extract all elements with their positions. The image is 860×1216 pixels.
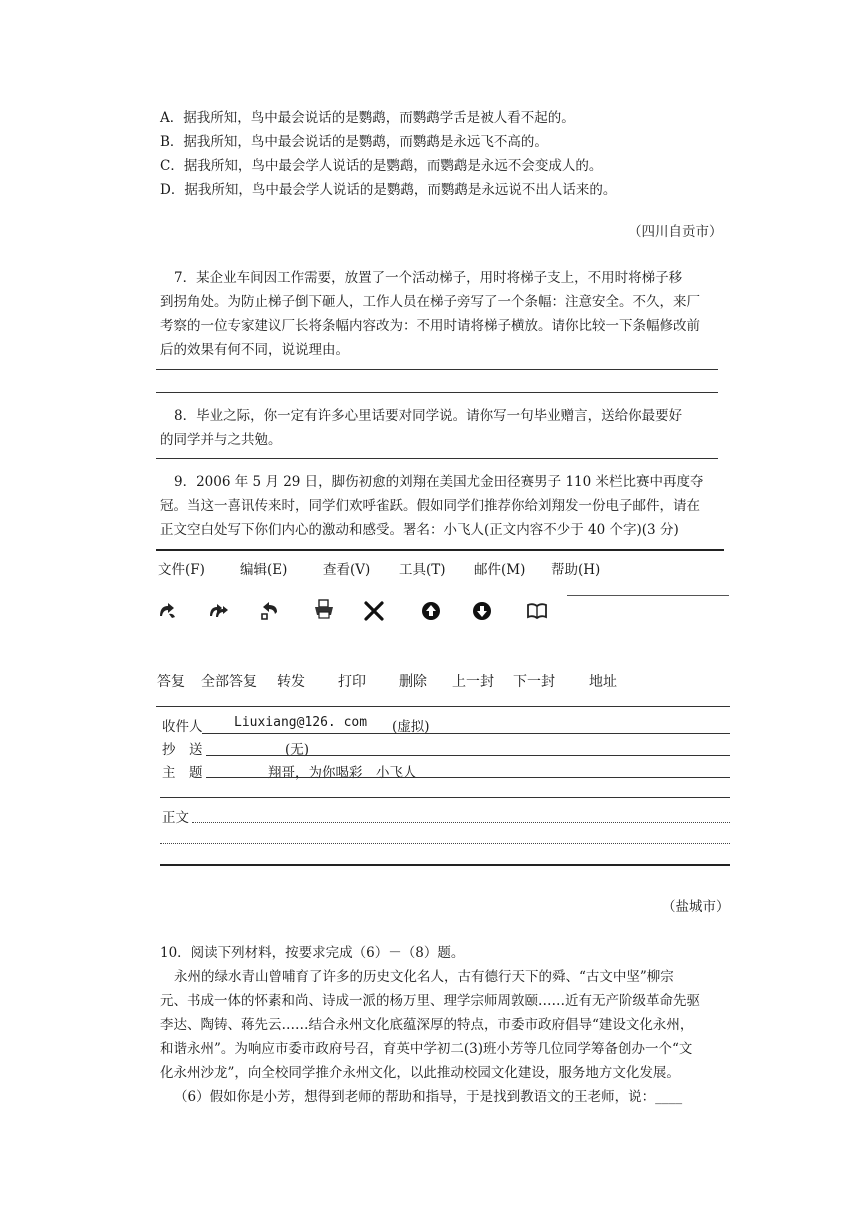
cc-underline xyxy=(206,755,730,756)
q7-line-1: 7．某企业车间因工作需要，放置了一个活动梯子，用时将梯子支上，不用时将梯子移 xyxy=(174,270,683,286)
q8-line-2: 的同学并与之共勉。 xyxy=(160,432,282,448)
cc-label: 抄 送 xyxy=(162,742,203,758)
next-icon[interactable] xyxy=(471,600,493,622)
to-underline xyxy=(202,733,730,734)
to-field[interactable]: Liuxiang@126. com xyxy=(234,715,368,730)
body-line[interactable] xyxy=(192,822,730,823)
q7-line-3: 考察的一位专家建议厂长将条幅内容改为：不用时请将梯子横放。请你比较一下条幅修改前 xyxy=(160,318,700,334)
menu-tools[interactable]: 工具(T) xyxy=(399,562,446,578)
address-book-icon[interactable] xyxy=(526,600,548,622)
subject-label: 主 题 xyxy=(162,765,203,781)
menu-rule xyxy=(567,595,729,596)
q10-title: 10．阅读下列材料，按要求完成（6）－（8）题。 xyxy=(160,945,465,961)
q9-line-2: 冠。当这一喜讯传来时，同学们欢呼雀跃。假如同学们推荐你给刘翔发一份电子邮件，请在 xyxy=(160,498,700,514)
menu-edit[interactable]: 编辑(E) xyxy=(240,562,288,578)
header-rule xyxy=(156,706,730,707)
q10-line-3: 李达、陶铸、蒋先云……结合永州文化底蕴深厚的特点，市委市政府倡导“建设文化永州， xyxy=(160,1017,694,1033)
menu-mail[interactable]: 邮件(M) xyxy=(474,562,526,578)
menu-view[interactable]: 查看(V) xyxy=(323,562,371,578)
q10-line-2: 元、书成一体的怀素和尚、诗成一派的杨万里、理学宗师周敦颐……近有无产阶级革命先驱 xyxy=(160,993,700,1009)
q8-line-1: 8．毕业之际，你一定有许多心里话要对同学说。请你写一句毕业赠言，送给你最要好 xyxy=(174,408,683,424)
to-label: 收件人 xyxy=(162,719,203,735)
address-button[interactable]: 地址 xyxy=(589,674,617,690)
option-d: D．据我所知，鸟中最会学人说话的是鹦鹉，而鹦鹉是永远说不出人话来的。 xyxy=(160,182,617,198)
q10-line-1: 永州的绿水青山曾哺育了许多的历史文化名人，古有德行天下的舜、“古文中坚”柳宗 xyxy=(174,969,674,985)
delete-button[interactable]: 删除 xyxy=(399,674,427,690)
q9-line-3: 正文空白处写下你们内心的激动和感受。署名：小飞人(正文内容不少于 40 个字)(3 分) xyxy=(160,522,679,538)
body-line[interactable] xyxy=(160,843,730,844)
option-a: A．据我所知，鸟中最会说话的是鹦鹉，而鹦鹉学舌是被人看不起的。 xyxy=(160,110,575,126)
q9-line-1: 9．2006 年 5 月 29 日，脚伤初愈的刘翔在美国尤金田径赛男子 110 米栏比赛中再度夺 xyxy=(174,474,704,490)
delete-icon[interactable] xyxy=(363,600,385,622)
source-yancheng: （盐城市） xyxy=(662,899,730,915)
reply-all-icon[interactable] xyxy=(208,600,230,622)
answer-line[interactable] xyxy=(156,458,718,459)
q10-line-5: 化永州沙龙”，向全校同学推介永州文化，以此推动校园文化建设，服务地方文化发展。 xyxy=(160,1065,680,1081)
answer-line[interactable] xyxy=(156,392,718,393)
subject-field[interactable]: 翔哥，为你喝彩 小飞人 xyxy=(268,765,417,781)
forward-icon[interactable] xyxy=(258,600,280,622)
q10-sub-6: （6）假如你是小芳，想得到老师的帮助和指导，于是找到教语文的王老师，说：____ xyxy=(174,1089,683,1105)
body-top-rule xyxy=(160,797,730,798)
reply-all-button[interactable]: 全部答复 xyxy=(201,674,257,690)
email-bottom-border xyxy=(160,864,730,866)
q7-line-4: 后的效果有何不同，说说理由。 xyxy=(160,342,349,358)
source-sichuan: （四川自贡市） xyxy=(628,224,723,240)
option-b: B．据我所知，鸟中最会说话的是鹦鹉，而鹦鹉是永远飞不高的。 xyxy=(160,134,548,150)
cc-field[interactable]: (无) xyxy=(285,742,310,758)
menu-help[interactable]: 帮助(H) xyxy=(551,562,601,578)
next-button[interactable]: 下一封 xyxy=(513,674,555,690)
body-label: 正文 xyxy=(162,810,189,826)
forward-button[interactable]: 转发 xyxy=(277,674,305,690)
email-top-border xyxy=(156,549,724,551)
subject-underline xyxy=(206,777,730,778)
option-c: C．据我所知，鸟中最会学人说话的是鹦鹉，而鹦鹉是永远不会变成人的。 xyxy=(160,158,603,174)
previous-button[interactable]: 上一封 xyxy=(452,674,494,690)
reply-icon[interactable] xyxy=(157,600,179,622)
q10-line-4: 和谐永州”。为响应市委市政府号召，育英中学初二(3)班小芳等几位同学筹备创办一个“文 xyxy=(160,1041,693,1057)
to-note: (虚拟) xyxy=(392,719,430,735)
reply-button[interactable]: 答复 xyxy=(157,674,185,690)
previous-icon[interactable] xyxy=(420,600,442,622)
print-button[interactable]: 打印 xyxy=(338,674,366,690)
print-icon[interactable] xyxy=(313,598,335,620)
q7-line-2: 到拐角处。为防止梯子倒下砸人，工作人员在梯子旁写了一个条幅：注意安全。不久，来厂 xyxy=(160,294,700,310)
answer-line[interactable] xyxy=(156,369,718,370)
menu-file[interactable]: 文件(F) xyxy=(158,562,205,578)
